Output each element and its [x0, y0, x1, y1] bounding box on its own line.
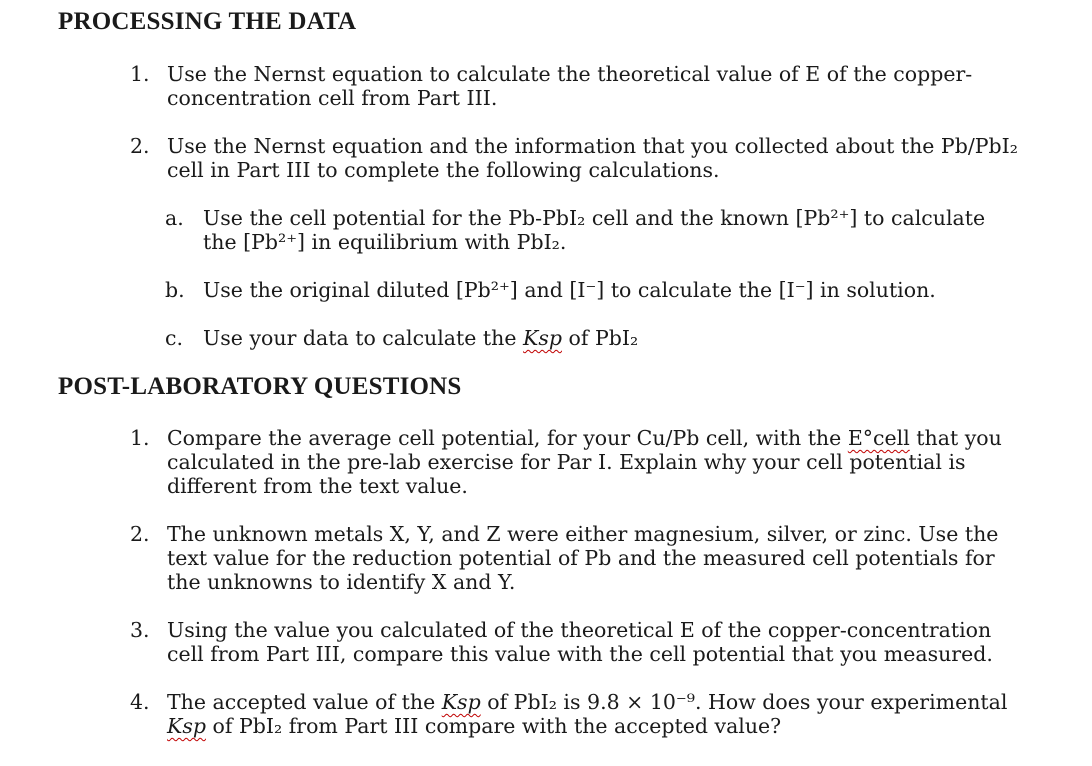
- question-text: Using the value you calculated of the theoretical E of the copper-concentration cell from Part III, compare this value with the cell potential that you measured.: [167, 618, 993, 666]
- ksp-term: Ksp: [167, 714, 206, 738]
- question-number: 4.: [130, 690, 150, 714]
- question-number: 1.: [130, 62, 150, 86]
- subquestion-label: a.: [165, 206, 184, 230]
- text-segment: The accepted value of the: [167, 690, 436, 714]
- question-text: [167, 426, 1030, 498]
- question-text: The unknown metals X, Y, and Z were either magnesium, silver, or zinc. Use the text value for the reduction potential of Pb and the measured cell potentials for the unknowns to identify X and Y.: [167, 522, 999, 594]
- question-text: Use the Nernst equation and the information that you collected about the Pb/PbI₂ cell in Part III to complete the following calculations.: [167, 134, 1018, 182]
- text-segment: Compare the average cell potential, for your Cu/Pb cell, with the: [167, 426, 842, 450]
- processing-heading: PROCESSING THE DATA: [58, 8, 357, 35]
- question-number: 2.: [130, 134, 150, 158]
- processing-question-2: [130, 134, 1030, 182]
- question-number: 2.: [130, 522, 150, 546]
- processing-question-2c: [165, 326, 1025, 350]
- text-segment: Use your data to calculate the: [203, 326, 517, 350]
- subquestion-text: [203, 326, 1025, 350]
- processing-question-2b: [165, 278, 1025, 302]
- processing-question-2a: [165, 206, 1025, 254]
- subquestion-text: Use the original diluted [Pb²⁺] and [I⁻] to calculate the [I⁻] in solution.: [203, 278, 936, 302]
- subquestion-label: c.: [165, 326, 183, 350]
- question-number: 1.: [130, 426, 150, 450]
- ecell-term: E°cell: [847, 426, 910, 450]
- text-segment: of PbI₂ from Part III compare with the accepted value?: [212, 714, 782, 738]
- text-segment: of PbI₂ is 9.8 × 10⁻⁹. How does your experimental: [487, 690, 1008, 714]
- post-lab-question-3: [130, 618, 1030, 666]
- question-text: [167, 690, 1030, 738]
- subquestion-label: b.: [165, 278, 185, 302]
- post-lab-heading: POST-LABORATORY QUESTIONS: [58, 373, 462, 400]
- post-lab-question-4: [130, 690, 1030, 738]
- post-lab-question-1: [130, 426, 1030, 498]
- ksp-term: Ksp: [523, 326, 562, 350]
- question-text: Use the Nernst equation to calculate the theoretical value of E of the copper-concentration cell from Part III.: [167, 62, 973, 110]
- ksp-term: Ksp: [441, 690, 481, 714]
- question-number: 3.: [130, 618, 150, 642]
- text-segment: that you calculated in the pre-lab exercise for Par I. Explain why your cell potential is different from the text value.: [167, 426, 1002, 498]
- post-lab-question-2: [130, 522, 1030, 594]
- text-segment: of PbI₂: [568, 326, 639, 350]
- subquestion-text: Use the cell potential for the Pb-PbI₂ cell and the known [Pb²⁺] to calculate the [Pb²⁺] in equilibrium with PbI₂.: [203, 206, 986, 254]
- processing-question-1: [130, 62, 1030, 110]
